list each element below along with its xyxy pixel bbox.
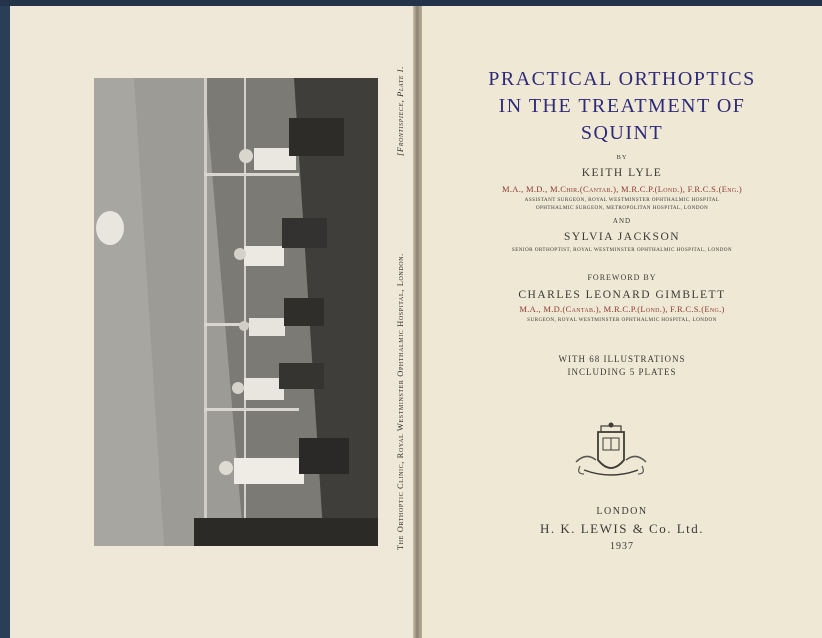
foreword-author-credentials: M.A., M.D.(Cantab.), M.R.C.P.(Lond.), F.R.C.S.(Eng.) (519, 304, 725, 314)
book-gutter (413, 6, 422, 638)
publisher-emblem-icon (574, 422, 648, 486)
title-line-2: IN THE TREATMENT OF (498, 95, 746, 117)
and-label: AND (612, 217, 632, 225)
author1-role-2: OPHTHALMIC SURGEON, METROPOLITAN HOSPITAL, LONDON (535, 205, 709, 211)
by-label: BY (616, 154, 628, 161)
author1-name: KEITH LYLE (581, 167, 663, 179)
author2-role: SENIOR ORTHOPTIST, ROYAL WESTMINSTER OPHTHALMIC HOSPITAL, LONDON (511, 247, 733, 253)
illustrations-line-1: WITH 68 ILLUSTRATIONS (558, 354, 686, 364)
frontispiece-caption (395, 66, 409, 550)
plate-caption-text: The Orthoptic Clinic, Royal Westminster Ophthalmic Hospital, London. (395, 253, 405, 550)
frontispiece-photograph (94, 78, 378, 546)
title-line-3: SQUINT (580, 122, 664, 144)
plate-label: [Frontispiece, Plate I. (395, 66, 405, 156)
left-page-frontispiece (10, 6, 413, 638)
imprint-city: LONDON (596, 506, 648, 517)
publisher-name: H. K. LEWIS & Co. Ltd. (539, 521, 705, 536)
publication-year: 1937 (610, 541, 634, 552)
illustrations-line-2: INCLUDING 5 PLATES (567, 367, 677, 377)
author1-credentials: M.A., M.D., M.Chir.(Cantab.), M.R.C.P.(Lond.), F.R.C.S.(Eng.) (501, 184, 743, 194)
title-line-1: PRACTICAL ORTHOPTICS (488, 68, 756, 90)
foreword-author-role: SURGEON, ROYAL WESTMINSTER OPHTHALMIC HOSPITAL, LONDON (527, 317, 717, 323)
title-page (422, 6, 822, 638)
foreword-label: FOREWORD BY (587, 273, 657, 282)
author1-role-1: ASSISTANT SURGEON, ROYAL WESTMINSTER OPHTHALMIC HOSPITAL (524, 197, 720, 203)
foreword-author-name: CHARLES LEONARD GIMBLETT (518, 289, 726, 301)
author2-name: SYLVIA JACKSON (563, 231, 681, 243)
